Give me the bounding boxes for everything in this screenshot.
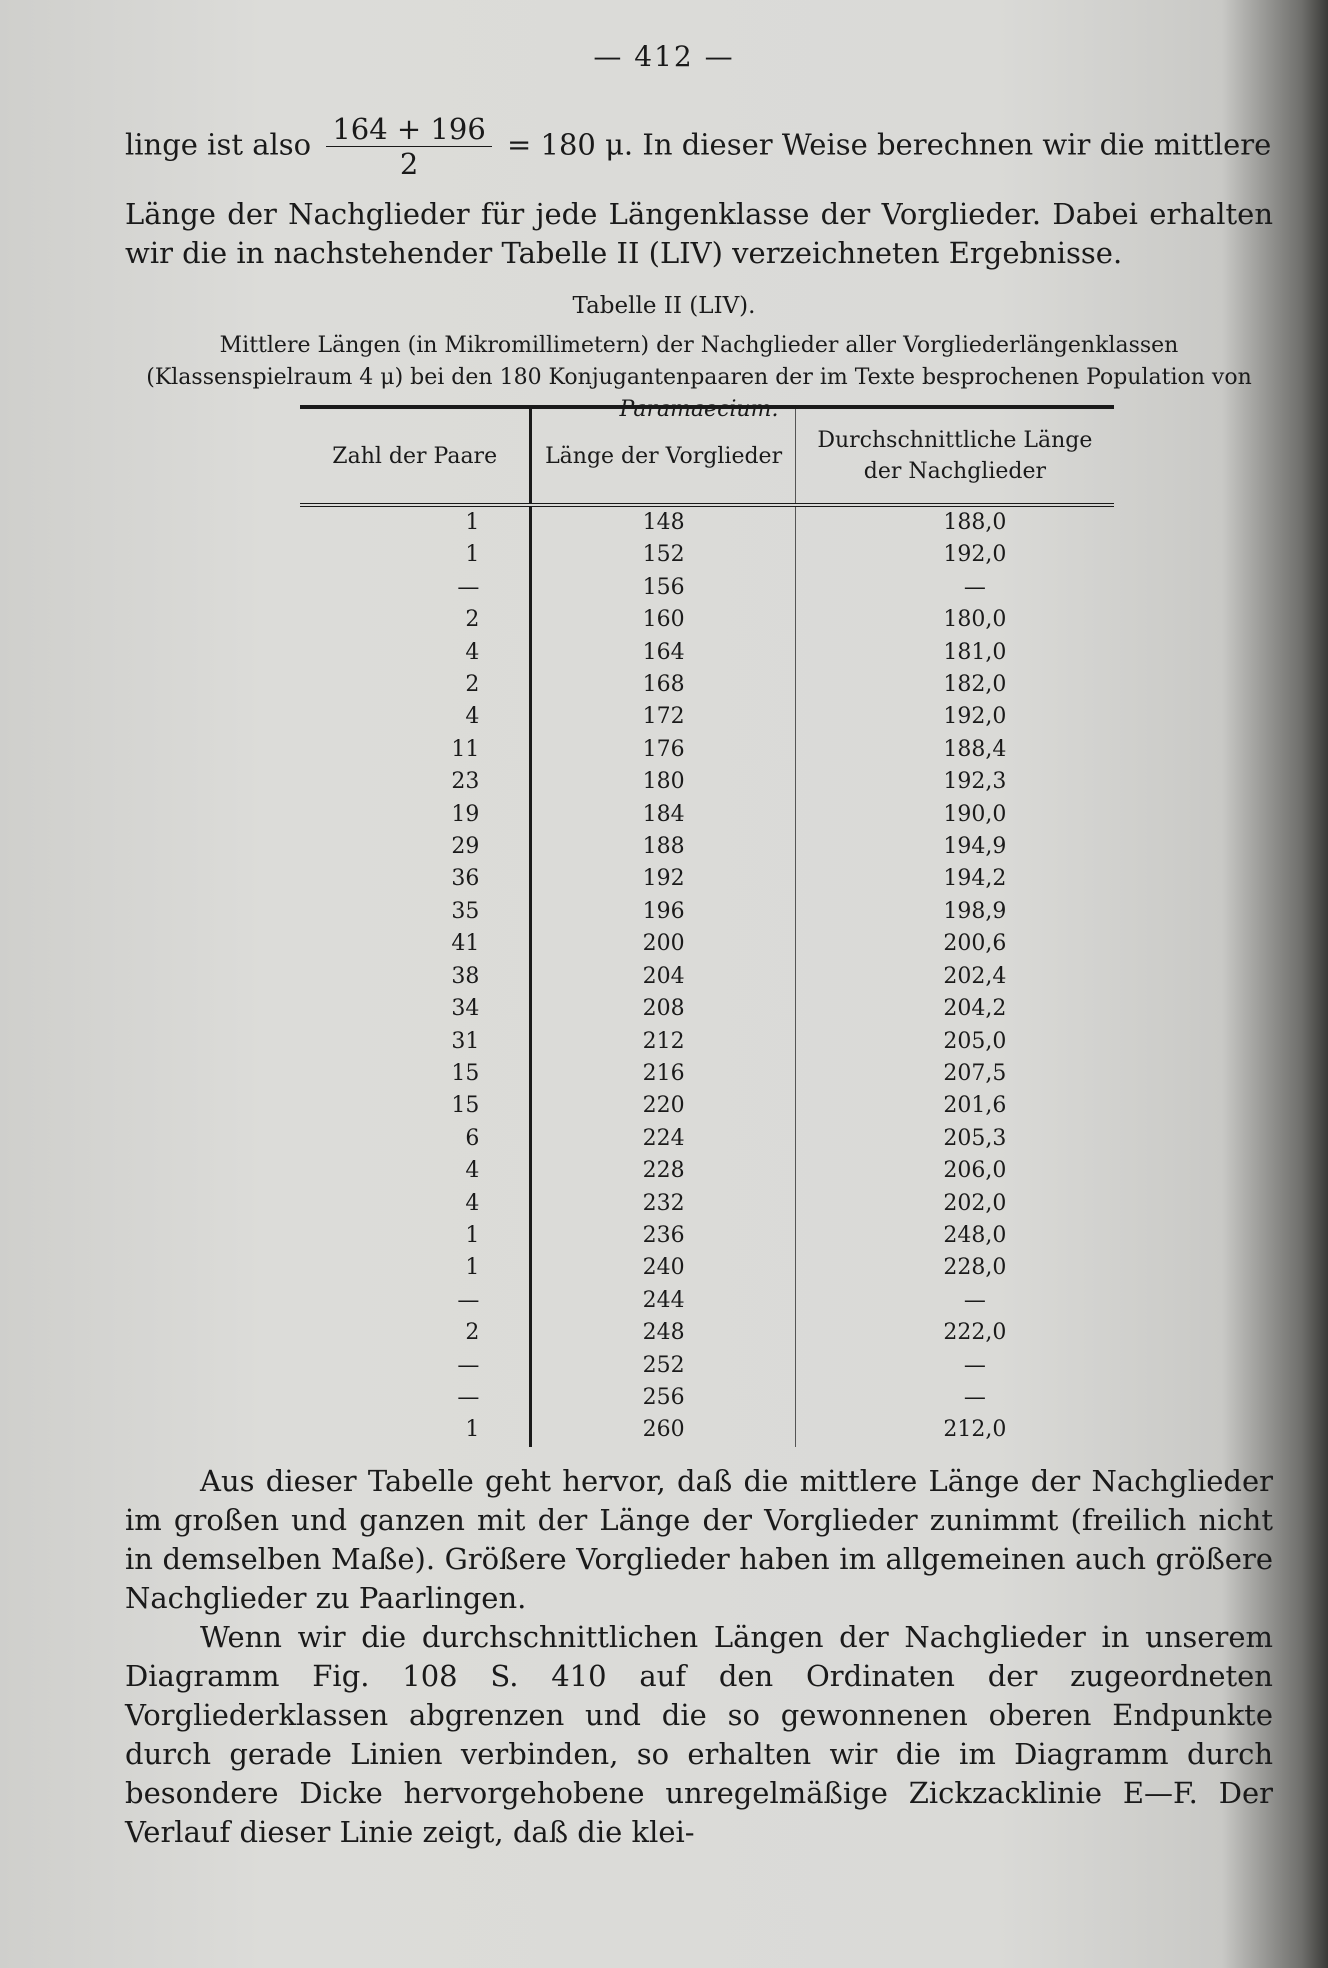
header-vorglieder: Länge der Vorglieder [531, 407, 795, 505]
cell-pairs: — [300, 1350, 531, 1382]
cell-pairs: 2 [300, 604, 531, 636]
cell-vorglieder: 220 [531, 1090, 795, 1122]
page-number: — 412 — [593, 40, 735, 73]
cell-vorglieder: 180 [531, 766, 795, 798]
cell-nachglieder: 228,0 [943, 1255, 1007, 1281]
cell-pairs: 4 [300, 1188, 531, 1220]
cell-nachglieder: 207,5 [943, 1060, 1007, 1086]
cell-vorglieder: 212 [531, 1026, 795, 1058]
cell-vorglieder: 260 [531, 1414, 795, 1446]
cell-nachglieder: 198,9 [943, 898, 1007, 924]
cell-pairs: — [300, 572, 531, 604]
table-row [300, 734, 1114, 766]
cell-nachglieder: 204,2 [943, 996, 1007, 1022]
caption-main: Mittlere Längen (in Mikromillimetern) der Nachglieder aller Vorgliederlängenklassen (Klassenspielraum 4 μ) bei den 180 Konjugantenpaaren der im Texte besprochenen Population von [146, 333, 1252, 390]
fraction [326, 112, 491, 181]
cell-vorglieder: 176 [531, 734, 795, 766]
paragraph-3: Wenn wir die durchschnittlichen Längen der Nachglieder in unserem Diagramm Fig. 108 S. 410 auf den Ordinaten der zugeordneten Vorgliederklassen abgrenzen und die so gewonnenen oberen Endpunkte durch gerade Linien verbinden, so erhalten wir die im Diagramm durch besondere Dicke hervorgehobene unregelmäßige Zickzacklinie E—F. Der Verlauf dieser Linie zeigt, daß die klei- [125, 1620, 1273, 1849]
cell-vorglieder: 172 [531, 701, 795, 733]
table-row [300, 1026, 1114, 1058]
intro-after: = 180 μ. In dieser Weise berechnen wir die mittlere [507, 127, 1272, 162]
cell-pairs: 19 [300, 799, 531, 831]
cell-pairs: 1 [300, 505, 531, 539]
cell-vorglieder: 236 [531, 1220, 795, 1252]
cell-nachglieder: 212,0 [943, 1417, 1007, 1443]
cell-pairs: 29 [300, 831, 531, 863]
intro-before: linge ist also [125, 127, 312, 162]
table-row [300, 766, 1114, 798]
cell-pairs: 31 [300, 1026, 531, 1058]
cell-nachglieder: — [963, 574, 986, 600]
table-row [300, 1414, 1114, 1446]
cell-vorglieder: 152 [531, 539, 795, 571]
cell-vorglieder: 248 [531, 1317, 795, 1349]
cell-vorglieder: 200 [531, 928, 795, 960]
cell-nachglieder: 192,3 [943, 769, 1007, 795]
cell-pairs: 23 [300, 766, 531, 798]
cell-pairs: — [300, 1382, 531, 1414]
cell-nachglieder: — [963, 1384, 986, 1410]
table-row [300, 1123, 1114, 1155]
fraction-denominator: 2 [399, 147, 419, 181]
cell-vorglieder: 164 [531, 637, 795, 669]
table-header-row [300, 407, 1114, 505]
cell-nachglieder: 194,9 [943, 834, 1007, 860]
cell-vorglieder: 228 [531, 1155, 795, 1187]
table-row [300, 1317, 1114, 1349]
cell-pairs: — [300, 1285, 531, 1317]
cell-nachglieder: 182,0 [943, 672, 1007, 698]
cell-nachglieder: 222,0 [943, 1320, 1007, 1346]
caption-italic: Paramaecium. [619, 397, 779, 422]
cell-pairs: 2 [300, 669, 531, 701]
cell-pairs: 1 [300, 1414, 531, 1446]
cell-pairs: 11 [300, 734, 531, 766]
cell-nachglieder: 200,6 [943, 931, 1007, 957]
cell-vorglieder: 244 [531, 1285, 795, 1317]
cell-pairs: 35 [300, 896, 531, 928]
cell-vorglieder: 252 [531, 1350, 795, 1382]
cell-vorglieder: 196 [531, 896, 795, 928]
cell-pairs: 4 [300, 637, 531, 669]
cell-nachglieder: 206,0 [943, 1158, 1007, 1184]
cell-nachglieder: 205,3 [943, 1125, 1007, 1151]
cell-nachglieder: 180,0 [943, 607, 1007, 633]
table-row [300, 1058, 1114, 1090]
table-row [300, 539, 1114, 571]
table-row [300, 1188, 1114, 1220]
fraction-numerator: 164 + 196 [326, 112, 491, 147]
intro-line [125, 112, 1273, 181]
table-row [300, 831, 1114, 863]
table-row [300, 1220, 1114, 1252]
cell-vorglieder: 160 [531, 604, 795, 636]
cell-nachglieder: 194,2 [943, 866, 1007, 892]
cell-vorglieder: 188 [531, 831, 795, 863]
table-row [300, 863, 1114, 895]
cell-vorglieder: 204 [531, 961, 795, 993]
table-row [300, 1252, 1114, 1284]
cell-vorglieder: 216 [531, 1058, 795, 1090]
table-row [300, 572, 1114, 604]
data-table [300, 405, 1114, 1447]
cell-pairs: 1 [300, 1252, 531, 1284]
cell-vorglieder: 156 [531, 572, 795, 604]
table-row [300, 1382, 1114, 1414]
table-row [300, 604, 1114, 636]
cell-vorglieder: 148 [531, 505, 795, 539]
cell-pairs: 1 [300, 539, 531, 571]
cell-nachglieder: 192,0 [943, 704, 1007, 730]
table-row [300, 701, 1114, 733]
table-row [300, 928, 1114, 960]
cell-nachglieder: 188,4 [943, 736, 1007, 762]
cell-vorglieder: 208 [531, 993, 795, 1025]
cell-nachglieder: 201,6 [943, 1093, 1007, 1119]
cell-pairs: 1 [300, 1220, 531, 1252]
table-row [300, 505, 1114, 539]
cell-pairs: 15 [300, 1058, 531, 1090]
cell-vorglieder: 184 [531, 799, 795, 831]
cell-vorglieder: 240 [531, 1252, 795, 1284]
table-row [300, 1155, 1114, 1187]
table-row [300, 799, 1114, 831]
table-row [300, 896, 1114, 928]
table-row [300, 993, 1114, 1025]
header-nachglieder: Durchschnittliche Länge der Nachglieder [795, 407, 1114, 505]
cell-nachglieder: 202,0 [943, 1190, 1007, 1216]
cell-vorglieder: 256 [531, 1382, 795, 1414]
cell-nachglieder: 188,0 [943, 510, 1007, 535]
cell-pairs: 15 [300, 1090, 531, 1122]
cell-vorglieder: 168 [531, 669, 795, 701]
table-row [300, 1090, 1114, 1122]
cell-nachglieder: 248,0 [943, 1222, 1007, 1248]
cell-vorglieder: 232 [531, 1188, 795, 1220]
table-title: Tabelle II (LIV). [572, 293, 756, 319]
cell-pairs: 41 [300, 928, 531, 960]
cell-nachglieder: 181,0 [943, 639, 1007, 665]
cell-vorglieder: 224 [531, 1123, 795, 1155]
cell-pairs: 2 [300, 1317, 531, 1349]
cell-nachglieder: 192,0 [943, 542, 1007, 568]
table-row [300, 961, 1114, 993]
cell-pairs: 34 [300, 993, 531, 1025]
paragraph-1: Länge der Nachglieder für jede Längenklasse der Vorglieder. Dabei erhalten wir die in nachstehender Tabelle II (LIV) verzeichneten Ergebnisse. [125, 197, 1273, 270]
cell-vorglieder: 192 [531, 863, 795, 895]
table-row [300, 637, 1114, 669]
paragraph-2: Aus dieser Tabelle geht hervor, daß die mittlere Länge der Nachglieder im großen und ganzen mit der Länge der Vorglieder zunimmt (freilich nicht in demselben Maße). Größere Vorglieder haben im allgemeinen auch größere Nachglieder zu Paarlingen. [125, 1464, 1273, 1615]
cell-pairs: 36 [300, 863, 531, 895]
cell-pairs: 6 [300, 1123, 531, 1155]
cell-nachglieder: — [963, 1352, 986, 1378]
cell-nachglieder: 205,0 [943, 1028, 1007, 1054]
table-body [300, 505, 1114, 1447]
cell-pairs: 4 [300, 1155, 531, 1187]
table-row [300, 1285, 1114, 1317]
cell-pairs: 4 [300, 701, 531, 733]
cell-nachglieder: — [963, 1287, 986, 1313]
cell-nachglieder: 190,0 [943, 801, 1007, 827]
table-row [300, 1350, 1114, 1382]
table-row [300, 669, 1114, 701]
cell-nachglieder: 202,4 [943, 963, 1007, 989]
header-pairs: Zahl der Paare [300, 407, 531, 505]
cell-pairs: 38 [300, 961, 531, 993]
